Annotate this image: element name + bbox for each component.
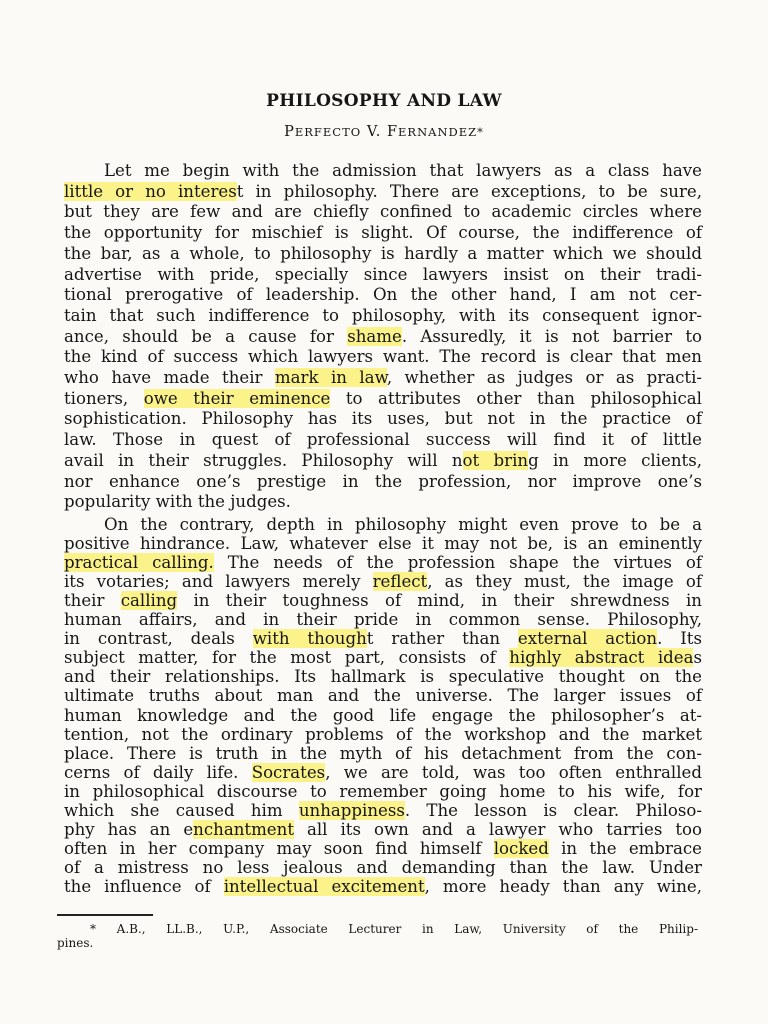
highlighted-text: ot brin (462, 450, 529, 470)
footnote-line: pines. (57, 936, 94, 950)
text-segment: On the contrary, depth in philosophy might even prove to be a (104, 515, 702, 534)
text-segment: sophistication. Philosophy has its uses, but not in the practice of (64, 409, 702, 429)
highlighted-text: shame (347, 326, 402, 346)
text-segment: , as they must, the image of (427, 572, 702, 592)
footnote-divider (57, 914, 153, 916)
text-segment: of a mistress no less jealous and demanding than the law. Under (64, 857, 702, 877)
text-line (64, 686, 702, 706)
text-segment: but they are few and are chiefly confined to academic circles where (64, 202, 702, 222)
text-segment: t in philosophy. There are exceptions, to be sure, (236, 181, 702, 201)
highlighted-text: highly abstract idea (509, 648, 694, 668)
text-line (64, 877, 702, 897)
text-segment: to attributes other than philosophical (330, 388, 702, 408)
text-line (64, 591, 702, 611)
text-segment: The needs of the profession shape the virtues of (213, 553, 702, 573)
highlighted-text: external action (517, 629, 658, 649)
text-segment: ance, should be a cause for (64, 326, 348, 346)
text-line (104, 161, 702, 181)
text-line (64, 389, 702, 409)
text-segment: positive hindrance. Law, whatever else it may not be, is an eminently (64, 534, 702, 554)
text-segment: cerns of daily life. (64, 762, 252, 782)
text-segment: ultimate truths about man and the universe. The larger issues of (64, 686, 702, 706)
text-segment: the opportunity for mischief is slight. Of course, the indifference of (64, 223, 702, 243)
highlighted-text: with though (252, 629, 367, 649)
text-segment: their (64, 591, 121, 611)
text-segment: tional prerogative of leadership. On the other hand, I am not cer- (64, 285, 702, 305)
text-line (64, 368, 702, 388)
text-line (64, 451, 702, 471)
text-line (64, 763, 702, 783)
text-segment: . Assuredly, it is not barrier to (401, 326, 702, 346)
text-segment: human knowledge and the good life engage the philosopher’s at- (64, 705, 702, 725)
article-title: PHILOSOPHY AND LAW (266, 91, 502, 111)
text-segment: s (693, 648, 702, 668)
text-line (64, 667, 702, 687)
text-segment: , more heady than any wine, (424, 876, 702, 896)
text-line (64, 409, 702, 429)
article-author: PERFECTO V. FERNANDEZ* (284, 124, 484, 140)
text-segment: popularity with the judges. (64, 492, 291, 512)
text-segment: place. There is truth in the myth of his detachment from the con- (64, 743, 702, 763)
text-segment: nor enhance one’s prestige in the profession, nor improve one’s (64, 471, 702, 491)
text-segment: tioners, (64, 388, 144, 408)
text-segment: in contrast, deals (64, 629, 253, 649)
text-segment: human affairs, and in their pride in common sense. Philosophy, (64, 610, 702, 630)
text-segment: . The lesson is clear. Philoso- (404, 800, 702, 820)
text-line (64, 744, 702, 764)
text-line (64, 347, 702, 367)
text-segment: and their relationships. Its hallmark is speculative thought on the (64, 667, 702, 687)
highlighted-text: reflect (372, 572, 428, 592)
text-line (64, 858, 702, 878)
highlighted-text: mark in law (274, 368, 387, 387)
text-segment: , we are told, was too often enthralled (325, 762, 702, 782)
text-segment: phy has an e (64, 819, 194, 839)
text-segment: law. Those in quest of professional success will find it of little (64, 430, 702, 450)
text-line (64, 306, 702, 326)
text-line (64, 244, 702, 264)
highlighted-text: nchantment (193, 819, 294, 839)
text-line (64, 430, 702, 450)
text-segment: t rather than (366, 629, 518, 649)
text-line (64, 706, 702, 726)
text-line (64, 820, 702, 840)
text-segment: the influence of (64, 876, 224, 896)
text-line (64, 648, 702, 668)
text-segment: which she caused him (64, 800, 299, 820)
text-segment: . Its (657, 629, 702, 649)
text-segment: in the embrace (548, 838, 702, 858)
text-line (64, 610, 702, 630)
text-line (64, 629, 702, 649)
text-segment: the bar, as a whole, to philosophy is hardly a matter which we should (64, 243, 702, 263)
text-segment: in philosophical discourse to remember going home to his wife, for (64, 781, 702, 801)
highlighted-text: little or no interes (64, 181, 237, 201)
text-line (104, 515, 702, 535)
highlighted-text: practical calling. (64, 553, 214, 573)
highlighted-text: unhappiness (298, 800, 405, 820)
text-segment: the kind of success which lawyers want. The record is clear that men (64, 347, 702, 367)
text-segment: in their toughness of mind, in their shrewdness in (177, 591, 702, 611)
text-line (64, 285, 702, 305)
text-line (64, 492, 702, 512)
text-line (64, 725, 702, 745)
text-segment: its votaries; and lawyers merely (64, 572, 373, 592)
highlighted-text: Socrates (251, 762, 326, 782)
text-segment: subject matter, for the most part, consists of (64, 648, 510, 668)
text-line (64, 182, 702, 202)
text-segment: all its own and a lawyer who tarries too (293, 819, 702, 839)
text-segment: , whether as judges or as practi- (386, 368, 702, 387)
text-segment: tention, not the ordinary problems of the workshop and the market (64, 724, 702, 744)
text-line (64, 472, 702, 492)
text-segment: who have made their (64, 368, 275, 387)
highlighted-text: locked (493, 838, 549, 858)
text-segment: avail in their struggles. Philosophy will n (64, 450, 463, 470)
text-line (64, 572, 702, 592)
text-line (64, 265, 702, 285)
text-line (64, 839, 702, 859)
footnote-line: * A.B., LL.B., U.P., Associate Lecturer in Law, University of the Philip- (90, 922, 698, 936)
text-segment: advertise with pride, specially since lawyers insist on their tradi- (64, 264, 702, 284)
text-line (64, 327, 702, 347)
text-segment: g in more clients, (528, 450, 702, 470)
text-line (64, 782, 702, 802)
highlighted-text: owe their eminence (143, 388, 331, 408)
text-segment: tain that such indifference to philosophy, with its consequent ignor- (64, 305, 702, 325)
text-line (64, 534, 702, 554)
highlighted-text: intellectual excitement (223, 876, 425, 896)
text-line (64, 202, 702, 222)
highlighted-text: calling (120, 591, 178, 611)
text-segment: Let me begin with the admission that lawyers as a class have (104, 161, 702, 180)
text-line (64, 801, 702, 821)
text-segment: often in her company may soon find himself (64, 838, 494, 858)
text-line (64, 223, 702, 243)
text-line (64, 553, 702, 573)
